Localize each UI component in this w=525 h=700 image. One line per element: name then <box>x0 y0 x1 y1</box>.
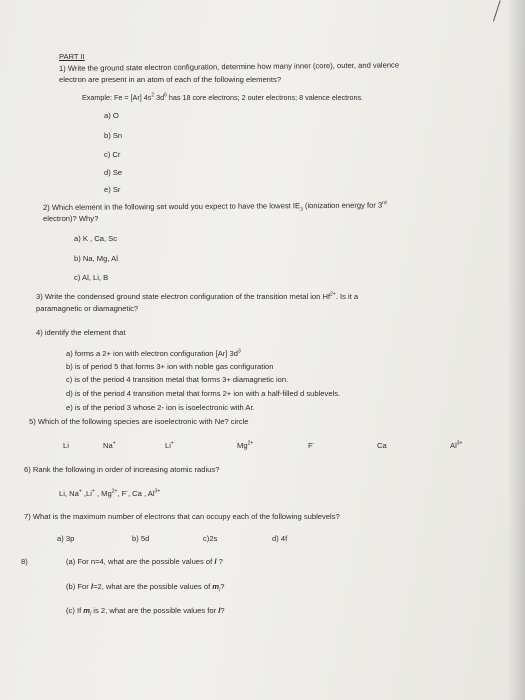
part-heading: PART II <box>59 52 85 61</box>
q7-item-c: c)2s <box>203 534 218 543</box>
q2-item-b: b) Na, Mg, Al <box>74 254 118 263</box>
q6-species-list: Li, Na+ ,Li+ , $Mg^{2+}$, F-, Ca , $Al^{3+}$ <box>59 488 161 498</box>
q4-item-d: d) is of the period 4 transition metal that forms 2+ ion with a half-filled d sublevels. <box>66 389 341 398</box>
q1-item-d: d) Se <box>104 168 123 177</box>
q8-part-a: (a) For n=4, what are the possible values of l ? <box>66 557 223 566</box>
q1-line-2: electron are present in an atom of each of the following elements? <box>59 75 282 84</box>
q8-number: 8) <box>21 557 28 566</box>
q8-part-b: (b) For l=2, what are the possible values of $m_l$? <box>66 582 225 594</box>
q4-item-c: c) is of the period 4 transition metal that forms 3+ diamagnetic ion. <box>66 375 289 384</box>
q7-item-b: b) 5d <box>132 534 150 543</box>
q1-item-a: a) O <box>104 111 119 120</box>
q5-species-li[interactable]: Li <box>63 441 69 450</box>
q5-species-na-plus[interactable]: Na+ <box>103 440 116 450</box>
q2-item-c: c) Al, Li, B <box>74 273 109 282</box>
q2-line-2: electron)? Why? <box>43 214 99 223</box>
q1-item-c: c) Cr <box>104 150 121 159</box>
q1-item-e: e) Sr <box>104 185 121 194</box>
q2-line-1: 2) Which element in the following set would you expect to have the lowest $IE_3$ (ionization energy for 3rd <box>42 200 387 213</box>
q1-line-1: 1) Write the ground state electron configuration, determine how many inner (core), outer, and valence <box>58 60 400 73</box>
q4-title: 4) identify the element that <box>36 328 126 337</box>
q6-title: 6) Rank the following in order of increasing atomic radius? <box>24 465 220 474</box>
q1-example: Example: Fe = [Ar] $4s^2$ $3d^6$ has 18 core electrons; 2 outer electrons; 8 valence electrons. <box>82 92 364 102</box>
q5-species-f-minus[interactable]: F- <box>308 440 315 450</box>
q1-item-b: b) Sn <box>104 131 123 140</box>
q3-line-1: 3) Write the condensed ground state electron configuration of the transition metal ion $Hf^{2+}$. Is it a <box>36 291 359 301</box>
q7-item-a: a) 3p <box>57 534 75 543</box>
q5-species-ca[interactable]: Ca <box>377 441 387 450</box>
page-edge-shadow <box>507 0 525 700</box>
q5-title: 5) Which of the following species are isoelectronic with Ne? circle <box>29 417 249 426</box>
q4-item-e: e) is of the period 3 whose 2- ion is isoelectronic with Ar. <box>66 403 255 412</box>
q5-species-li-plus[interactable]: Li+ <box>165 440 174 450</box>
q5-species-al-3plus[interactable]: $Al^{3+}$ <box>450 440 463 450</box>
q5-species-mg-2plus[interactable]: $Mg^{2+}$ <box>237 440 254 450</box>
q7-item-d: d) 4f <box>272 534 288 543</box>
q7-title: 7) What is the maximum number of electrons that can occupy each of the following sublevels? <box>24 512 340 521</box>
q2-item-a: a) K , Ca, Sc <box>74 234 118 243</box>
q4-item-b: b) is of period 5 that forms 3+ ion with noble gas configuration <box>66 362 274 371</box>
q3-line-2: paramagnetic or diamagnetic? <box>36 304 139 313</box>
q4-item-a: a) forms a 2+ ion with electron configuration [Ar] $3d^3$ <box>66 348 241 358</box>
q8-part-c: (c) If $m_l$ is 2, what are the possible values for l? <box>66 606 225 618</box>
